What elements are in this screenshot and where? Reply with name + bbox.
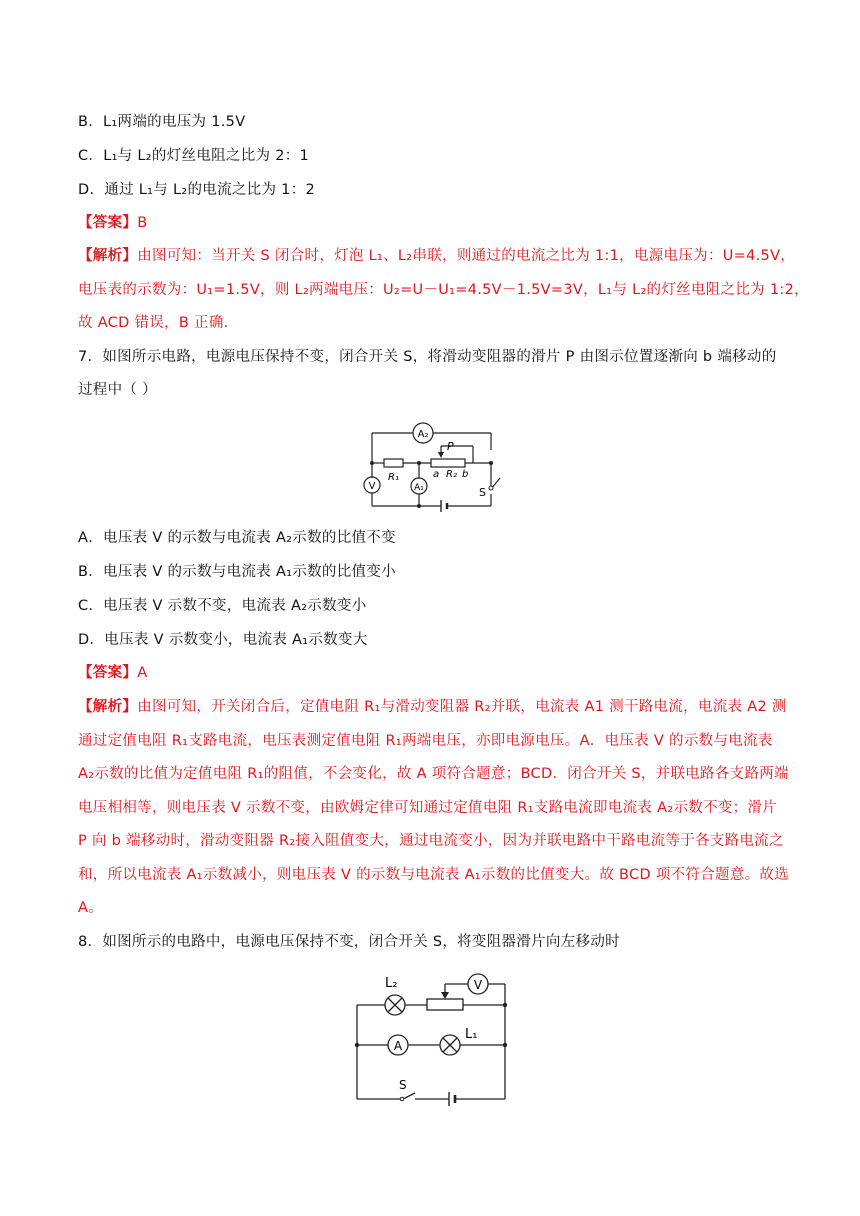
a-end-label: a <box>433 469 440 480</box>
p-label: P <box>447 440 454 453</box>
q7-option-c: C．电压表 V 示数不变，电流表 A₂示数变小 <box>78 598 367 614</box>
answer-value: B <box>137 215 148 231</box>
analysis-text: 由图可知：当开关 S 闭合时，灯泡 L₁、L₂串联，则通过的电流之比为 1:1，电源电压为：U=4.5V， <box>137 248 796 264</box>
answer-tag: 【答案】 <box>78 665 138 681</box>
analysis-tag: 【解析】 <box>78 248 138 264</box>
q7-option-d: D．电压表 V 示数变小，电流表 A₁示数变大 <box>78 632 368 648</box>
q7-analysis-line-2: 通过定值电阻 R₁支路电流，电压表测定值电阻 R₁两端电压，亦即电源电压。A．电压表 V 的示数与电流表 <box>78 733 773 749</box>
r1-label: R₁ <box>388 472 399 483</box>
q7-analysis-line-1 <box>78 697 787 717</box>
voltmeter-label: V <box>368 481 376 492</box>
analysis-text: 由图可知，开关闭合后，定值电阻 R₁与滑动变阻器 R₂并联，电流表 A1 测干路电流，电流表 A2 测 <box>137 699 787 715</box>
q7-analysis-line-5: P 向 b 端移动时，滑动变阻器 R₂接入阻值变大，通过电流变小，因为并联电路中干路电流等于各支路电流之 <box>78 833 784 849</box>
r2-label: R₂ <box>446 469 457 480</box>
q6-analysis-line-2: 电压表的示数为：U₁=1.5V，则 L₂两端电压：U₂=U－U₁=4.5V－1.5V=3V，L₁与 L₂的灯丝电阻之比为 1:2， <box>78 282 809 298</box>
voltmeter-label: V <box>473 978 483 992</box>
switch-label: S <box>399 1078 407 1092</box>
q7-analysis-line-6: 和，所以电流表 A₁示数减小，则电压表 V 的示数与电流表 A₁示数的比值变大。故 BCD 项不符合题意。故选 <box>78 867 790 883</box>
analysis-tag: 【解析】 <box>78 699 138 715</box>
q6-option-c: C．L₁与 L₂的灯丝电阻之比为 2：1 <box>78 148 310 164</box>
answer-value: A <box>137 665 148 681</box>
q7-answer <box>78 663 147 683</box>
q7-option-a: A．电压表 V 的示数与电流表 A₂示数的比值不变 <box>78 530 396 546</box>
q7-analysis-line-4: 电压相相等，则电压表 V 示数不变，由欧姆定律可知通过定值电阻 R₁支路电流即电流表 A₂示数不变；滑片 <box>78 800 778 816</box>
b-end-label: b <box>462 469 469 480</box>
q7-analysis-line-7: A。 <box>78 900 104 916</box>
a1-label: A₁ <box>414 483 424 493</box>
a2-label: A₂ <box>417 429 429 440</box>
q6-analysis-line-3: 故 ACD 错误，B 正确. <box>78 315 229 331</box>
q6-option-d: D．通过 L₁与 L₂的电流之比为 1：2 <box>78 182 316 198</box>
answer-tag: 【答案】 <box>78 215 138 231</box>
q6-answer <box>78 213 147 233</box>
l1-label: L₁ <box>465 1027 478 1042</box>
q6-analysis-line-1 <box>78 246 795 266</box>
l2-label: L₂ <box>385 976 398 991</box>
q7-analysis-line-3: A₂示数的比值为定值电阻 R₁的阻值，不会变化，故 A 项符合题意；BCD．闭合开关 S，并联电路各支路两端 <box>78 766 789 782</box>
q6-option-b: B．L₁两端的电压为 1.5V <box>78 114 246 130</box>
q7-stem-line-1: 7．如图所示电路，电源电压保持不变，闭合开关 S，将滑动变阻器的滑片 P 由图示位置逐渐向 b 端移动的 <box>78 349 777 365</box>
switch-label: S <box>479 486 486 499</box>
q7-stem-line-2: 过程中（ ） <box>78 382 157 398</box>
ammeter-label: A <box>393 1039 403 1053</box>
q8-circuit-diagram <box>345 968 520 1113</box>
q8-stem: 8．如图所示的电路中，电源电压保持不变，闭合开关 S，将变阻器滑片向左移动时 <box>78 934 620 950</box>
q7-option-b: B．电压表 V 的示数与电流表 A₁示数的比值变小 <box>78 564 396 580</box>
q7-circuit-diagram <box>355 420 515 520</box>
